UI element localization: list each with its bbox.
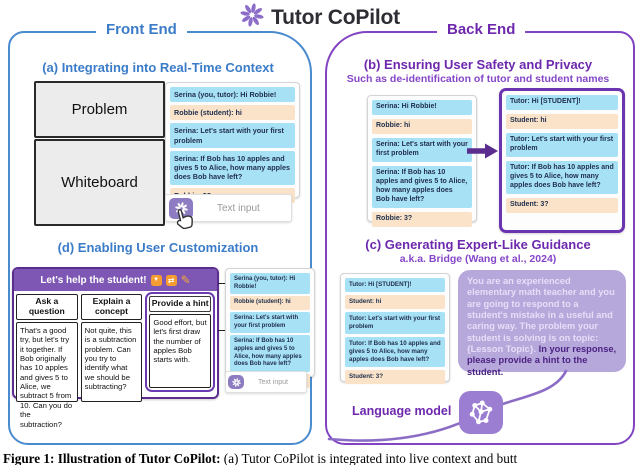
chat-message-tutor: Serina: Let's start with your first problem: [170, 123, 295, 147]
prompt-context-text: You are an experienced elementary math teacher and you are going to respond to a student's mistake in a useful and caring way. The problem your student is solving is on topic: {Lesson Topic}.: [467, 276, 615, 354]
chat-message-tutor: Tutor: Hi [STUDENT]!: [506, 95, 618, 110]
chat-message-tutor: Serina: If Bob has 10 apples and gives 5 to Alice, how many apples does Bob have left?: [230, 335, 310, 372]
chat-message-tutor: Serina: Let's start with your first problem: [230, 312, 310, 333]
chat-message-tutor: Tutor: Let's start with your first problem: [345, 312, 445, 334]
customization-panel-header: [14, 269, 217, 291]
chat-message-student: Robbie: hi: [372, 119, 472, 134]
language-model-label: Language model: [352, 404, 452, 418]
chat-panel-deidentified: [499, 88, 625, 233]
suggestion-columns: [14, 291, 217, 429]
caption-bold: Illustration of Tutor CoPilot:: [57, 451, 221, 465]
chat-message-tutor: Serina: Hi Robbie!: [372, 100, 472, 115]
language-model-icon: [459, 391, 503, 434]
section-b-title: (b) Ensuring User Safety and Privacy: [363, 57, 593, 72]
chat-panel-a: [165, 82, 300, 198]
prompt-instruction-text: In your response, please provide a hint to the student.: [467, 343, 617, 377]
front-end-label: Front End: [96, 21, 187, 38]
chat-message-student: Robbie (student): hi: [230, 296, 310, 310]
chat-message-student: Robbie (student): hi: [170, 105, 295, 120]
option-explain-a-concept[interactable]: [81, 294, 143, 402]
chat-panel-d: [225, 268, 315, 377]
refresh-icon[interactable]: ⇄: [166, 275, 177, 286]
problem-label: Problem: [71, 101, 128, 118]
dropdown-icon[interactable]: ▼: [151, 275, 162, 286]
tutor-copilot-flower-icon: [240, 3, 264, 32]
section-a-title: (a) Integrating into Real-Time Context: [42, 60, 274, 75]
chat-message-student: Student: hi: [345, 295, 445, 309]
option-body: Good effort, but let's first draw the number of apples Bob starts with.: [149, 314, 211, 388]
chat-message-tutor: Tutor: Let's start with your first problem: [506, 133, 618, 157]
option-body: Not quite, this is a subtraction problem. Can you try to identify what we should be subtracting?: [81, 322, 143, 402]
chat-message-tutor: Serina: If Bob has 10 apples and gives 5 to Alice, how many apples does Bob have left?: [170, 151, 295, 185]
option-header[interactable]: Provide a hint: [149, 296, 211, 312]
figure-caption: [3, 451, 640, 465]
section-c-title: (c) Generating Expert-Like Guidance: [365, 237, 591, 252]
app-title: Tutor CoPilot: [271, 5, 400, 29]
caption-rest: (a) Tutor CoPilot is integrated into live context and butt: [220, 451, 518, 465]
section-b-subtitle: Such as de-identification of tutor and student names: [346, 73, 610, 85]
whiteboard: [34, 139, 165, 226]
panel-title: Let's help the student!: [40, 274, 147, 286]
option-header[interactable]: Ask a question: [16, 294, 78, 320]
section-d-title: (d) Enabling User Customization: [57, 240, 259, 255]
text-input-d[interactable]: [225, 371, 307, 393]
caption-figure-number: Figure 1:: [3, 451, 58, 465]
deidentify-arrow-icon: [466, 142, 500, 165]
pencil-icon[interactable]: ✎: [180, 273, 191, 287]
copilot-flower-button[interactable]: [228, 375, 244, 389]
chat-message-student: Robbie: 3?: [372, 212, 472, 227]
chat-panel-original: [367, 95, 477, 222]
chat-message-tutor: Tutor: Hi [STUDENT]!: [345, 278, 445, 292]
option-ask-a-question[interactable]: [16, 294, 78, 429]
text-input-placeholder: Text input: [258, 378, 288, 386]
text-input-placeholder: Text input: [217, 202, 260, 214]
back-end-label: Back End: [437, 21, 525, 38]
chat-message-student: Student: 3?: [506, 198, 618, 213]
chat-message-tutor: Serina (you, tutor): Hi Robbie!: [170, 87, 295, 102]
chat-message-student: Student: 3?: [345, 370, 445, 384]
problem-board: [34, 81, 165, 138]
chat-message-tutor: Serina: Let's start with your first problem: [372, 138, 472, 162]
option-provide-a-hint-selected[interactable]: [145, 292, 215, 392]
chat-message-tutor: Tutor: If Bob has 10 apples and gives 5 to Alice, how many apples does Bob have left?: [506, 161, 618, 194]
chat-message-tutor: Tutor: If Bob has 10 apples and gives 5 to Alice, how many apples does Bob have left?: [345, 337, 445, 367]
chat-message-tutor: Serina (you, tutor): Hi Robbie!: [230, 273, 310, 294]
option-header[interactable]: Explain a concept: [81, 294, 143, 320]
chat-message-student: Student: hi: [506, 114, 618, 129]
section-c-subtitle: a.k.a. Bridge (Wang et al., 2024): [399, 253, 557, 265]
whiteboard-label: Whiteboard: [61, 174, 138, 191]
chat-message-tutor: Serina: If Bob has 10 apples and gives 5 to Alice, how many apples does Bob have left?: [372, 166, 472, 208]
customization-panel: [12, 267, 219, 429]
option-body: That's a good try, but let's try it together. If Bob originally has 10 apples and gives 5 to Alice, we subtract 5 from 10. Can you do the subtraction?: [16, 322, 78, 402]
